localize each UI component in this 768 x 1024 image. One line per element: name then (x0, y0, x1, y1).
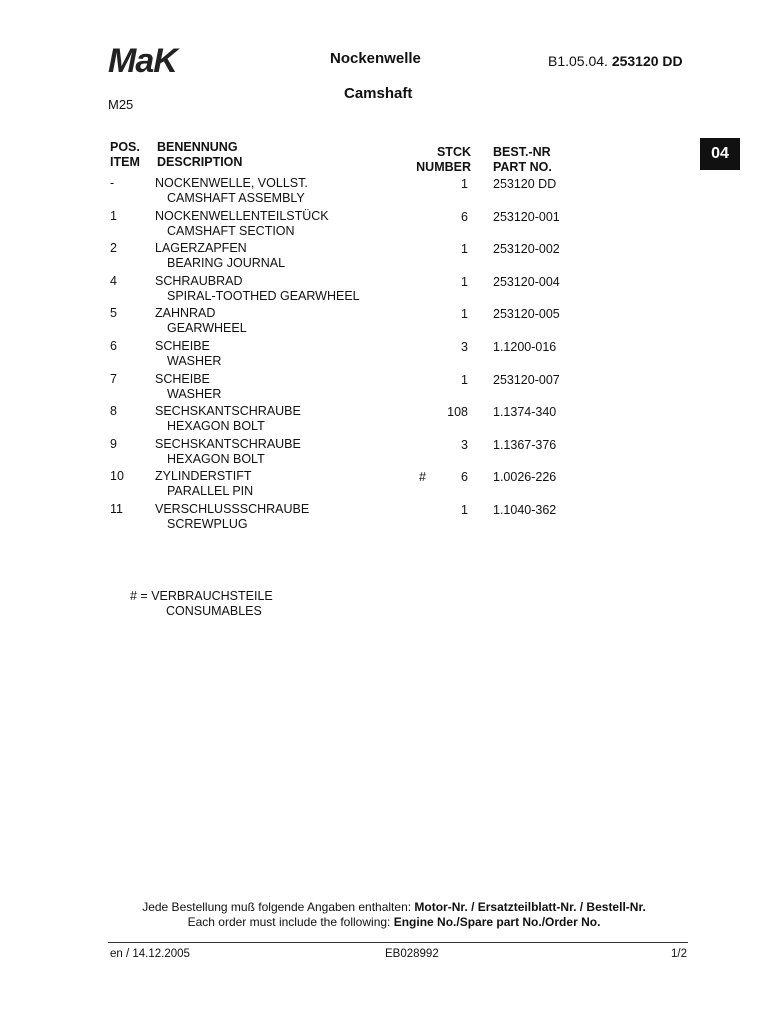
row-part-number: 1.0026-226 (493, 470, 557, 485)
row-part-number: 253120-005 (493, 307, 560, 322)
legend-consumables-de: # = VERBRAUCHSTEILE (130, 589, 273, 603)
order-note-german (10, 900, 768, 915)
row-pos: - (110, 176, 115, 190)
row-pos: 6 (110, 339, 117, 353)
row-pos: 1 (110, 208, 117, 223)
title-english: Camshaft (344, 85, 413, 102)
row-name-de: SECHSKANTSCHRAUBE (155, 436, 301, 451)
row-pos: 10 (110, 469, 124, 484)
row-part-number: 253120-004 (493, 274, 560, 289)
row-pos: 5 (110, 306, 117, 321)
row-pos: 7 (110, 371, 117, 386)
row-name-de: ZAHNRAD (155, 306, 216, 321)
table-row (0, 372, 768, 404)
row-pos: 9 (110, 436, 117, 451)
row-pos: 4 (110, 273, 117, 288)
row-part-number: 253120 DD (493, 177, 557, 191)
header-desc-en: DESCRIPTION (157, 155, 243, 169)
row-quantity: 1 (461, 177, 468, 191)
row-name-de: SCHEIBE (155, 371, 210, 386)
row-part-number: 253120-007 (493, 372, 560, 387)
table-row (0, 339, 768, 371)
row-name-de: NOCKENWELLE, VOLLST. (155, 176, 308, 190)
row-pos: 8 (110, 404, 117, 419)
row-quantity: 3 (461, 340, 468, 354)
row-quantity: 1 (461, 274, 468, 289)
row-name-de: SECHSKANTSCHRAUBE (155, 404, 301, 419)
doc-ref-number: 253120 DD (611, 53, 683, 69)
header-desc-de: BENENNUNG (157, 140, 238, 154)
engine-model: M25 (108, 97, 134, 112)
mak-logo: MaK (108, 42, 177, 80)
row-part-number: 1.1200-016 (493, 340, 557, 354)
table-row (0, 437, 768, 469)
row-name-en: WASHER (167, 386, 222, 401)
footer-page-number: 1/2 (671, 948, 687, 960)
row-quantity: 1 (461, 503, 468, 517)
row-name-en: GEARWHEEL (167, 321, 247, 336)
row-name-en: PARALLEL PIN (167, 484, 254, 499)
row-quantity: 108 (447, 405, 468, 420)
row-name-de: NOCKENWELLENTEILSTÜCK (155, 208, 329, 223)
row-quantity: 1 (461, 307, 468, 322)
row-name-de: LAGERZAPFEN (155, 241, 247, 256)
row-name-de: SCHRAUBRAD (155, 273, 243, 288)
row-name-en: CAMSHAFT SECTION (167, 223, 295, 238)
row-quantity: 3 (461, 437, 468, 452)
row-name-en: CAMSHAFT ASSEMBLY (167, 191, 305, 205)
row-name-en: BEARING JOURNAL (167, 256, 286, 271)
row-name-en: HEXAGON BOLT (167, 419, 265, 434)
legend-consumables-en: CONSUMABLES (166, 604, 262, 618)
header-qty-de: STCK (436, 145, 471, 159)
document-reference (548, 53, 683, 69)
footer-divider (108, 942, 688, 943)
header-qty-en: NUMBER (416, 160, 471, 174)
row-name-en: HEXAGON BOLT (167, 451, 265, 466)
column-header-pos (110, 140, 140, 170)
column-header-part-no (493, 145, 552, 175)
row-part-number: 253120-002 (493, 242, 560, 257)
order-note-english (10, 915, 768, 930)
table-row (0, 274, 768, 306)
order-note-de-prefix: Jede Bestellung muß folgende Angaben enthalten: (142, 900, 415, 914)
row-pos: 11 (110, 502, 123, 516)
order-note-de-fields: Motor-Nr. / Ersatzteilblatt-Nr. / Bestell-Nr. (414, 900, 646, 914)
row-quantity: 1 (461, 242, 468, 257)
header-part-en: PART NO. (493, 160, 552, 174)
order-note-en-fields: Engine No./Spare part No./Order No. (393, 915, 601, 929)
section-badge: 04 (700, 138, 740, 170)
doc-ref-prefix: B1.05.04. (548, 53, 608, 69)
table-row (0, 241, 768, 273)
header-part-de: BEST.-NR (493, 145, 551, 159)
row-part-number: 1.1367-376 (493, 437, 557, 452)
column-header-description (157, 140, 242, 170)
footer-document-id: EB028992 (385, 948, 439, 960)
header-pos-en: ITEM (110, 155, 140, 169)
row-name-de: ZYLINDERSTIFT (155, 469, 252, 484)
title-german: Nockenwelle (330, 50, 421, 67)
row-part-number: 1.1374-340 (493, 405, 557, 420)
table-row (0, 209, 768, 241)
row-part-number: 1.1040-362 (493, 503, 557, 517)
table-row (0, 502, 768, 534)
table-row (0, 469, 768, 501)
row-quantity: 6 (461, 209, 468, 224)
row-name-de: SCHEIBE (155, 339, 210, 353)
row-consumable-mark: # (419, 470, 426, 485)
order-note-en-prefix: Each order must include the following: (187, 915, 394, 929)
header-pos-de: POS. (110, 140, 140, 154)
row-quantity: 1 (461, 372, 468, 387)
column-header-quantity (410, 145, 471, 175)
row-name-en: SCREWPLUG (167, 517, 248, 531)
row-name-de: VERSCHLUSSSCHRAUBE (155, 502, 310, 516)
row-name-en: SPIRAL-TOOTHED GEARWHEEL (167, 288, 360, 303)
row-quantity: 6 (461, 470, 468, 485)
table-row (0, 404, 768, 436)
row-pos: 2 (110, 241, 117, 256)
table-row (0, 176, 768, 208)
table-row (0, 306, 768, 338)
row-name-en: WASHER (167, 354, 222, 368)
row-part-number: 253120-001 (493, 209, 560, 224)
footer-language-date: en / 14.12.2005 (110, 948, 190, 960)
